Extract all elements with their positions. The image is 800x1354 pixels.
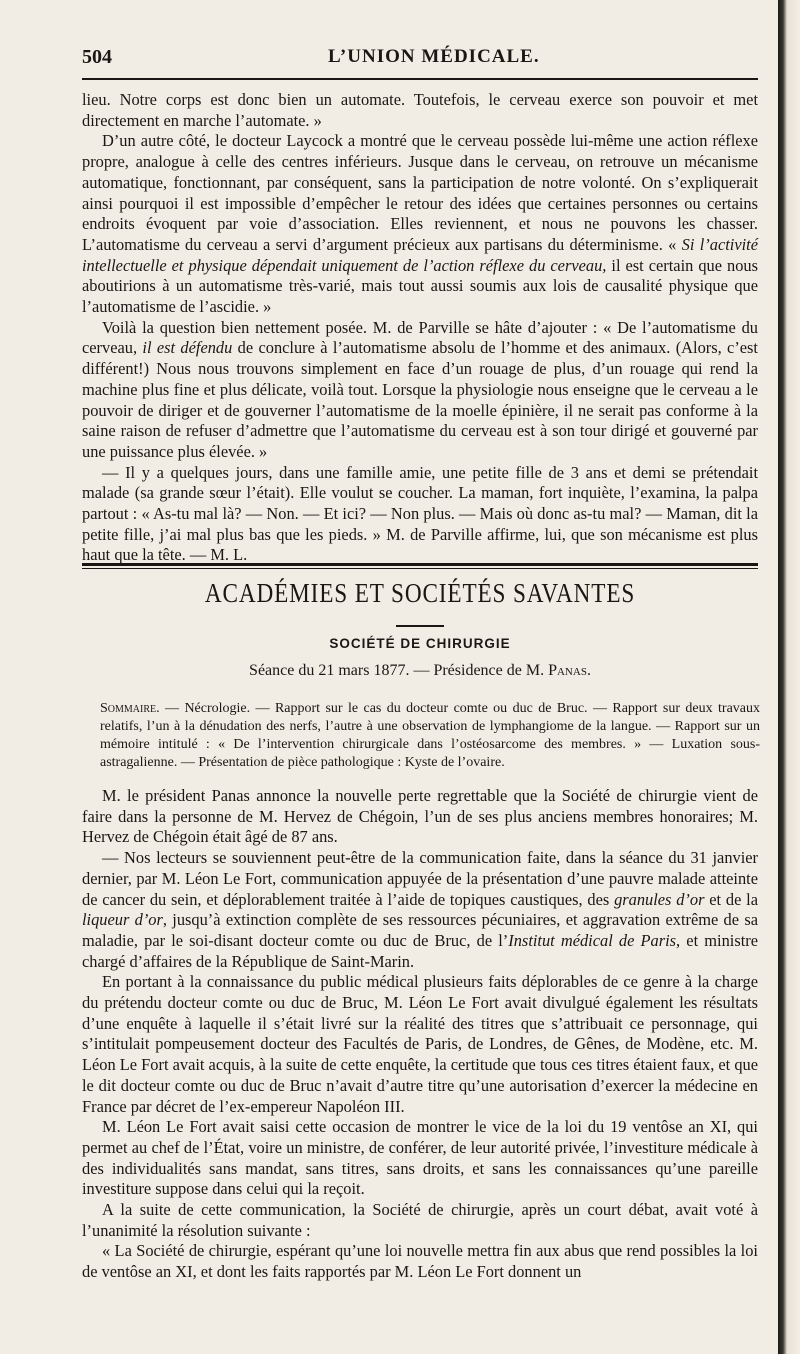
paragraph-parville-text: Voilà la question bien nettement posée. M. de Parville se hâte d’ajouter : « De l’automatisme du cerveau, — [82, 317, 758, 358]
header-rule — [82, 78, 758, 80]
paragraph-resolution: A la suite de cette communication, la Société de chirurgie, après un court débat, avait voté à l’unanimité la résolution suivante : — [82, 1200, 758, 1240]
section-rule-bottom — [82, 568, 758, 569]
seance-prefix: Séance du 21 mars 1877. — Présidence de M. — [249, 662, 549, 679]
paragraph-parville — [82, 318, 758, 463]
summary-text: — Nécrologie. — Rapport sur le cas du docteur comte ou duc de Bruc. — Rapport sur deux travaux relatifs, l’un à la dénudation des nerfs, l’autre à une observation de lymphangiome de la langue. — Rapport sur un mémoire intitulé : « De l’intervention chirurgicale dans l’ostéosarcome des membres. » — Luxation sous-astragalienne. — Présentation de pièce pathologique : Kyste de l’ovaire. — [100, 701, 760, 770]
society-title: SOCIÉTÉ DE CHIRURGIE — [329, 636, 511, 651]
paragraph-anecdote: — Il y a quelques jours, dans une famille amie, une petite fille de 3 ans et demi se prétendait malade (sa grande sœur l’était). Elle voulut se coucher. La maman, fort inquiète, l’examina, la palpa partout : « As-tu mal là? — Non. — Et ici? — Non plus. — Mais où donc as-tu mal? — Maman, dit la petite fille, j’ai mal plus bas que les pieds. » M. de Parville affirme, lui, que son mécanisme est plus haut que la tête. — M. L. — [82, 462, 758, 565]
paragraph-laycock-text: D’un autre côté, le docteur Laycock a montré que le cerveau possède lui-même une action réflexe propre, analogue à celle des centres inférieurs. Jusque dans le cerveau, on retrouve un mécanisme automatique, fonctionnant, par conséquent, sans la participation de notre volonté. On s’expliquerait ainsi pourquoi il est impossible d’empêcher le retour des idées que certaines personnes ou certains endroits évoquent par voie d’association. Elles reviennent, et nous ne pouvons les chasser. L’automatisme du cerveau a servi d’argument précieux aux partisans du déterminisme. — [82, 131, 758, 254]
paragraph-panas: M. le président Panas annonce la nouvelle perte regrettable que la Société de chirurgie vient de faire dans la personne de M. Hervez de Chégoin, l’un de ses plus anciens membres honoraires; M. Hervez de Chégoin était âgé de 87 ans. — [82, 786, 758, 847]
paragraph-laycock — [82, 131, 758, 317]
paragraph-quote: « La Société de chirurgie, espérant qu’une loi nouvelle mettra fin aux abus que rend possibles la loi de ventôse an XI, et dont les faits rapportés par M. Léon Le Fort donnent un — [82, 1241, 758, 1282]
page-header — [82, 46, 758, 72]
page-number: 504 — [82, 46, 112, 68]
paragraph-le-fort — [82, 848, 758, 972]
summary-lead: Sommaire. — [100, 701, 160, 716]
running-title: L’UNION MÉDICALE. — [328, 46, 540, 67]
le-fort-text-c: , jusqu’à extinction complète de ses ressources pécuniaires, et aggravation extrême de sa maladie, par le soi-disant docteur comte ou duc de Bruc, de l’ — [82, 910, 758, 950]
section-title: ACADÉMIES ET SOCIÉTÉS SAVANTES — [204, 578, 636, 608]
paragraph-ventose: M. Léon Le Fort avait saisi cette occasion de montrer le vice de la loi du 19 ventôse an XI, qui permet au chef de l’État, voire un ministre, de conférer, de leur autorité privée, l’investiture médicale à des individualités sans mandat, sans titres, sans droits, et sans les connaissances qu’une pareille investiture suppose dans celui qui la reçoit. — [82, 1117, 758, 1199]
summary — [100, 700, 760, 772]
seance-president: Panas. — [548, 662, 591, 679]
quote-rest: il est certain que nous aboutirions à un automatisme très-varié, mais tout aussi soumis aux lois de causalité physique que l’automatisme de l’ascidie. » — [82, 255, 758, 317]
book-spine — [778, 0, 800, 1354]
seance-line — [82, 662, 758, 680]
quote-italic: Si l’activité intellectuelle et physique dépendait uniquement de l’action réflexe du cerveau, — [82, 234, 758, 275]
le-fort-italic-2: liqueur d’or — [82, 910, 163, 930]
short-rule — [396, 625, 444, 627]
le-fort-italic-3: Institut médical de Paris — [508, 930, 677, 950]
le-fort-text-d: , et ministre chargé d’affaires de la République de Saint-Marin. — [82, 930, 758, 971]
quote-open: « — [662, 234, 682, 254]
le-fort-italic-1: granules d’or — [614, 889, 705, 909]
section-rule-top — [82, 563, 758, 566]
paragraph-automate: lieu. Notre corps est donc bien un automate. Toutefois, le cerveau exerce son pouvoir et met directement en marche l’automate. » — [82, 90, 758, 130]
le-fort-text-a: — Nos lecteurs se souviennent peut-être de la communication faite, dans la séance du 31 janvier dernier, par M. Léon Le Fort, communication appuyée de la présentation d’une pauvre malade atteinte de cancer du sein, et déplorablement traitée à l’aide de topiques caustiques, des — [82, 848, 758, 909]
parville-italic: il est défendu — [142, 338, 233, 358]
article-bottom — [82, 786, 758, 1283]
parville-rest: de conclure à l’automatisme absolu de l’homme et des animaux. (Alors, c’est différent!) Nous nous trouvons simplement en face d’un rouage de plus, d’un rouage qui rend la machine plus fine et plus délicate, voilà tout. Lorsque la physiologie nous enseigne que le cerveau a le pouvoir de diriger et de gouverner l’automatisme de la moelle épinière, il ne serait pas conforme à la saine raison de refuser d’admettre que l’automatisme du cerveau est à son tour dirigé et gouverné par une puissance plus élevée. » — [82, 338, 758, 461]
paragraph-enquete: En portant à la connaissance du public médical plusieurs faits déplorables de ce genre à la charge du prétendu docteur comte ou duc de Bruc, M. Léon Le Fort avait divulgué également les résultats d’une enquête à laquelle il s’était livré sur la réalité des titres que s’attribuait ce personnage, qui s’intitulait pompeusement docteur des Facultés de Paris, de Londres, de Gênes, de Modène, etc. M. Léon Le Fort avait acquis, à la suite de cette enquête, la certitude que tous ces titres étaient faux, et que le dit docteur comte ou duc de Bruc n’avait d’autre titre qu’une autorisation d’exercer la médecine en France par décret de l’ex-empereur Napoléon III. — [82, 972, 758, 1116]
article-top — [82, 90, 758, 566]
le-fort-text-b: et de la — [704, 889, 758, 909]
